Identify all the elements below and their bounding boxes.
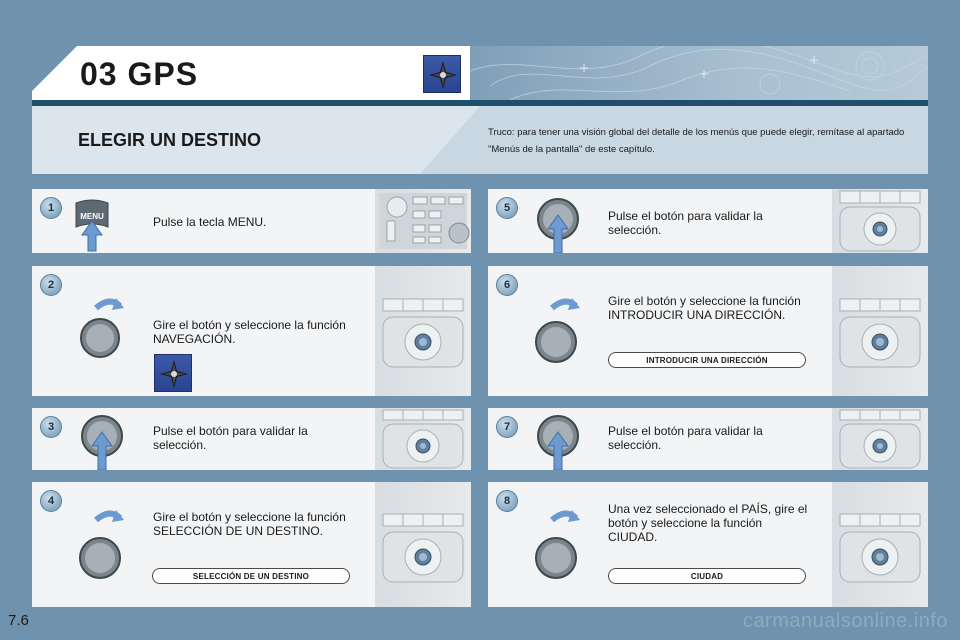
step-number-badge: 5: [496, 197, 518, 219]
step-4-text: Gire el botón y seleccione la función SELECCIÓN DE UN DESTINO.: [153, 510, 346, 538]
rotary-knob: [532, 506, 582, 582]
step-7-panel: [488, 408, 928, 470]
step-4-panel: [32, 482, 471, 607]
console-photo: [832, 408, 928, 470]
step-1-text: Pulse la tecla MENU.: [153, 215, 267, 229]
step-5-text: Pulse el botón para validar la selección.: [608, 209, 763, 237]
rotary-knob: [76, 506, 126, 582]
step-8-panel: [488, 482, 928, 607]
step-3-text: Pulse el botón para validar la selección.: [153, 424, 308, 452]
step-number-badge: 8: [496, 490, 518, 512]
step-number-badge: 3: [40, 416, 62, 438]
gps-navigation-icon: [423, 55, 461, 93]
gps-navigation-icon: [154, 354, 192, 392]
step-1-panel: [32, 189, 471, 253]
step-8-text: Una vez seleccionado el PAÍS, gire el botón y seleccione la función CIUDAD.: [608, 502, 808, 544]
step-number-badge: 7: [496, 416, 518, 438]
step-2-panel: [32, 266, 471, 396]
menu-key-icon: [72, 197, 112, 253]
console-photo: [832, 266, 928, 396]
console-photo: [832, 482, 928, 607]
step-number-badge: 4: [40, 490, 62, 512]
step-2-text: Gire el botón y seleccione la función NAVEGACIÓN.: [153, 318, 346, 346]
step-7-text: Pulse el botón para validar la selección.: [608, 424, 763, 452]
step-number-badge: 1: [40, 197, 62, 219]
watermark: carmanualsonline.info: [742, 610, 948, 632]
step-number-badge: 6: [496, 274, 518, 296]
rotary-knob: [78, 412, 126, 470]
svg-text:MENU: MENU: [80, 212, 104, 221]
step-6-text: Gire el botón y seleccione la función INTRODUCIR UNA DIRECCIÓN.: [608, 294, 801, 322]
tip-text: Truco: para tener una visión global del detalle de los menús que puede elegir, remítase al apartado "Menús de la pantalla" de este capítulo.: [488, 127, 905, 155]
console-photo: [375, 408, 471, 470]
rotary-knob: [534, 193, 582, 253]
option-pill: CIUDAD: [608, 568, 806, 584]
console-photo: [375, 189, 471, 253]
option-pill: SELECCIÓN DE UN DESTINO: [152, 568, 350, 584]
step-3-panel: [32, 408, 471, 470]
console-photo: [375, 266, 471, 396]
console-photo: [375, 482, 471, 607]
chapter-title: 03 GPS: [80, 56, 199, 92]
rotary-knob: [532, 294, 582, 366]
rotary-knob: [534, 412, 582, 470]
step-number-badge: 2: [40, 274, 62, 296]
page-number: 7.6: [8, 612, 29, 629]
step-6-panel: [488, 266, 928, 396]
rotary-knob: [76, 294, 126, 358]
console-photo: [832, 189, 928, 253]
step-5-panel: [488, 189, 928, 253]
header-map-banner: [470, 46, 928, 100]
section-title: ELEGIR UN DESTINO: [78, 130, 262, 150]
option-pill: INTRODUCIR UNA DIRECCIÓN: [608, 352, 806, 368]
